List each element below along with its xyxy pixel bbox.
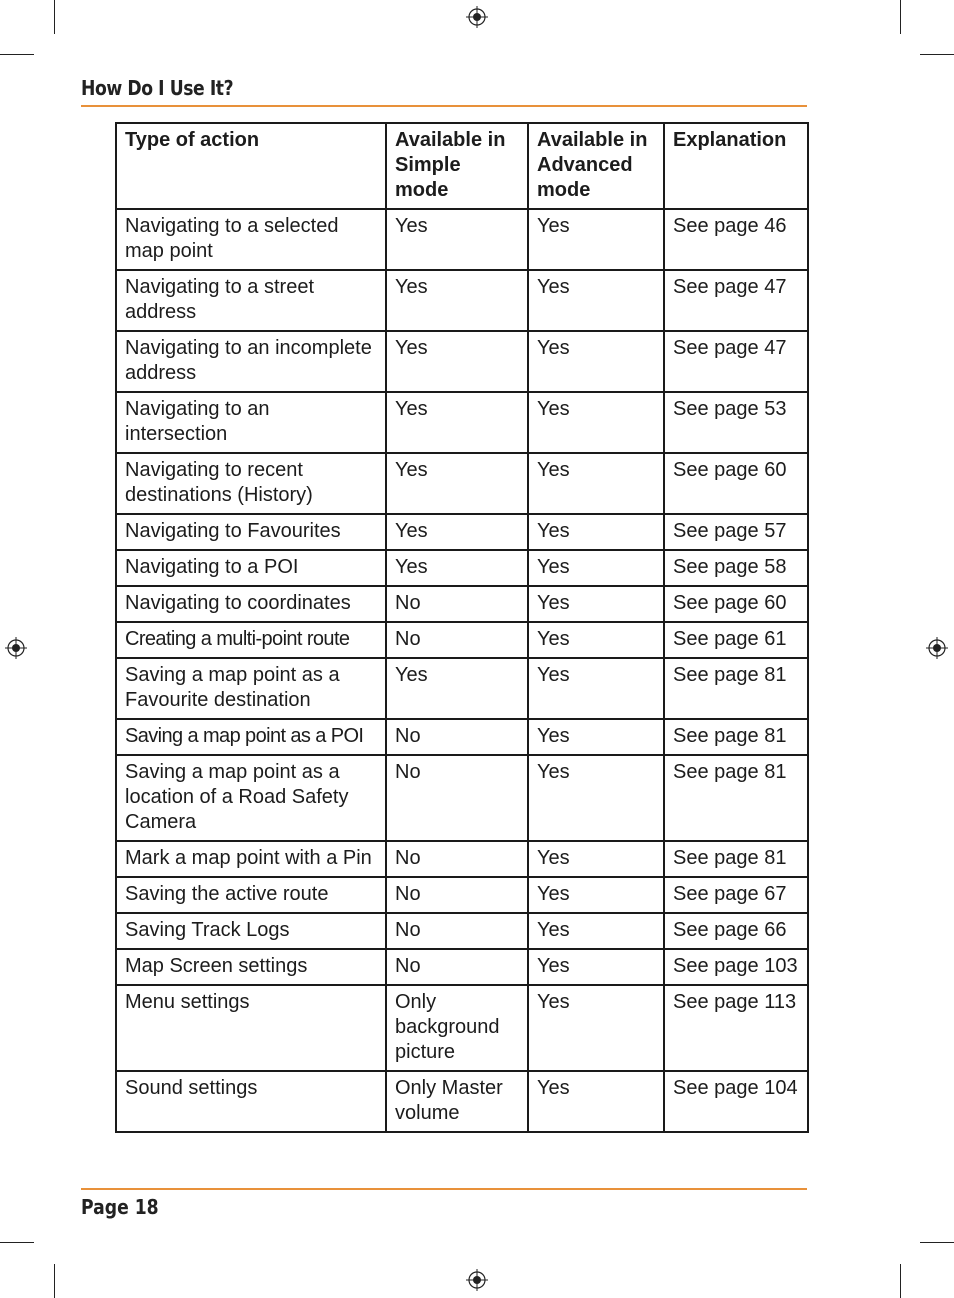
cell-simple: No [386,949,528,985]
crop-mark [900,1264,901,1298]
cell-explanation: See page 81 [664,841,808,877]
table-row [116,841,808,877]
table-row [116,913,808,949]
cell-explanation: See page 67 [664,877,808,913]
page-header-title: How Do I Use It? [81,76,234,100]
cell-explanation: See page 47 [664,331,808,392]
cell-simple: Yes [386,392,528,453]
cell-action: Navigating to recent destinations (History) [116,453,386,514]
crop-mark [920,1242,954,1243]
cell-explanation: See page 47 [664,270,808,331]
table-row [116,331,808,392]
table-row [116,453,808,514]
cell-advanced: Yes [528,658,664,719]
cell-simple: Only background picture [386,985,528,1071]
table-header-row [116,123,808,209]
cell-action: Navigating to coordinates [116,586,386,622]
crop-mark [0,1242,34,1243]
cell-advanced: Yes [528,877,664,913]
cell-advanced: Yes [528,841,664,877]
cell-explanation: See page 81 [664,658,808,719]
footer-rule [81,1188,807,1190]
table-row [116,550,808,586]
cell-advanced: Yes [528,949,664,985]
cell-simple: No [386,877,528,913]
cell-action: Saving Track Logs [116,913,386,949]
cell-advanced: Yes [528,913,664,949]
cell-explanation: See page 61 [664,622,808,658]
crop-mark [900,0,901,34]
cell-explanation: See page 60 [664,453,808,514]
crop-mark [54,1264,55,1298]
crop-mark [0,54,34,55]
cell-advanced: Yes [528,755,664,841]
table-row [116,514,808,550]
column-header-type: Type of action [116,123,386,209]
cell-action: Saving a map point as a POI [116,719,386,755]
cell-simple: No [386,622,528,658]
cell-action: Menu settings [116,985,386,1071]
cell-simple: No [386,755,528,841]
crop-mark [54,0,55,34]
cell-advanced: Yes [528,514,664,550]
cell-simple: No [386,586,528,622]
cell-action: Sound settings [116,1071,386,1132]
table-row [116,586,808,622]
cell-action: Map Screen settings [116,949,386,985]
cell-action: Navigating to a POI [116,550,386,586]
cell-explanation: See page 46 [664,209,808,270]
table-row [116,755,808,841]
column-header-simple: Available in Simple mode [386,123,528,209]
cell-action: Saving a map point as a Favourite destination [116,658,386,719]
cell-simple: No [386,841,528,877]
page-number: Page 18 [81,1195,159,1219]
cell-explanation: See page 53 [664,392,808,453]
cell-simple: Only Master volume [386,1071,528,1132]
cell-simple: Yes [386,514,528,550]
cell-action: Navigating to Favourites [116,514,386,550]
cell-advanced: Yes [528,622,664,658]
registration-mark-icon [466,1269,488,1291]
cell-explanation: See page 57 [664,514,808,550]
cell-explanation: See page 60 [664,586,808,622]
cell-action: Mark a map point with a Pin [116,841,386,877]
table-row [116,985,808,1071]
cell-action: Saving the active route [116,877,386,913]
cell-action: Navigating to a street address [116,270,386,331]
table-row [116,270,808,331]
cell-simple: Yes [386,550,528,586]
header-rule [81,105,807,107]
cell-simple: Yes [386,270,528,331]
cell-action: Navigating to a selected map point [116,209,386,270]
cell-explanation: See page 66 [664,913,808,949]
cell-explanation: See page 81 [664,755,808,841]
cell-action: Saving a map point as a location of a Road Safety Camera [116,755,386,841]
cell-explanation: See page 104 [664,1071,808,1132]
cell-simple: No [386,913,528,949]
cell-simple: No [386,719,528,755]
table-row [116,392,808,453]
cell-explanation: See page 103 [664,949,808,985]
cell-explanation: See page 113 [664,985,808,1071]
cell-explanation: See page 58 [664,550,808,586]
cell-simple: Yes [386,453,528,514]
table-row [116,622,808,658]
cell-advanced: Yes [528,331,664,392]
crop-mark [920,54,954,55]
column-header-explanation: Explanation [664,123,808,209]
registration-mark-icon [5,637,27,659]
cell-advanced: Yes [528,209,664,270]
cell-advanced: Yes [528,1071,664,1132]
table-row [116,1071,808,1132]
table-row [116,209,808,270]
cell-advanced: Yes [528,719,664,755]
cell-action: Navigating to an incomplete address [116,331,386,392]
cell-simple: Yes [386,331,528,392]
cell-action: Creating a multi-point route [116,622,386,658]
registration-mark-icon [466,6,488,28]
cell-advanced: Yes [528,550,664,586]
cell-simple: Yes [386,209,528,270]
cell-explanation: See page 81 [664,719,808,755]
table-row [116,719,808,755]
cell-advanced: Yes [528,985,664,1071]
table-row [116,949,808,985]
actions-table [115,122,809,1133]
cell-action: Navigating to an intersection [116,392,386,453]
table-row [116,658,808,719]
column-header-advanced: Available in Advanced mode [528,123,664,209]
registration-mark-icon [926,637,948,659]
cell-simple: Yes [386,658,528,719]
cell-advanced: Yes [528,392,664,453]
table-row [116,877,808,913]
cell-advanced: Yes [528,270,664,331]
cell-advanced: Yes [528,453,664,514]
cell-advanced: Yes [528,586,664,622]
